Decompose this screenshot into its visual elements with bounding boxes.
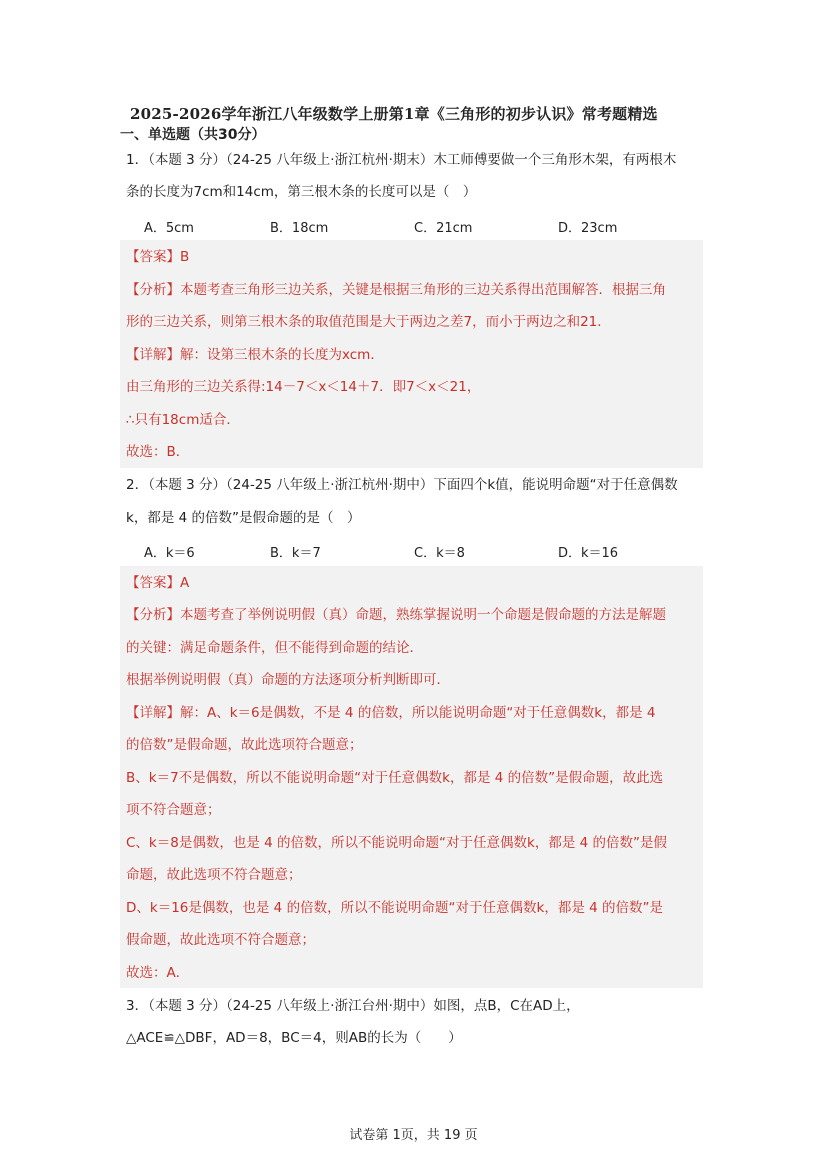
q1-detail-line3: ∴只有18cm适合． xyxy=(126,412,240,428)
q1-answer: 【答案】B xyxy=(126,249,190,265)
q1-option-b: B．18cm xyxy=(270,221,329,236)
q3-stem-line1: 3．（本题 3 分）（24-25 八年级上·浙江台州·期中）如图，点B，C在AD上， xyxy=(126,998,580,1014)
q1-stem-line1: 1．（本题 3 分）（24-25 八年级上·浙江杭州·期末）木工师傅要做一个三角形木架，有两根木 xyxy=(126,152,677,168)
q1-analysis-line1: 【分析】本题考查三角形三边关系，关键是根据三角形的三边关系得出范围解答．根据三角 xyxy=(126,282,666,298)
q2-choice: 故选：A． xyxy=(126,965,190,981)
section-heading: 一、单选题（共30分） xyxy=(120,127,266,143)
q1-option-c: C．21cm xyxy=(414,221,473,236)
q1-option-d: D．23cm xyxy=(558,221,618,236)
page-title: 2025-2026学年浙江八年级数学上册第1章《三角形的初步认识》常考题精选 xyxy=(130,105,658,123)
q2-detail-line7: D、k＝16是偶数，也是 4 的倍数，所以不能说明命题“对于任意偶数k，都是 4 的倍数”是 xyxy=(126,900,664,916)
q2-detail-line1: 【详解】解：A、k＝6是偶数，不是 4 的倍数，所以能说明命题“对于任意偶数k，都是 4 xyxy=(126,705,656,721)
q1-option-a: A．5cm xyxy=(144,221,194,236)
q1-stem-line2: 条的长度为7cm和14cm，第三根木条的长度可以是（ ） xyxy=(126,184,477,200)
q2-stem-line2: k，都是 4 的倍数”是假命题的是（ ） xyxy=(126,510,361,526)
q2-analysis-line1: 【分析】本题考查了举例说明假（真）命题，熟练掌握说明一个命题是假命题的方法是解题 xyxy=(126,607,666,623)
page-footer: 试卷第 1页，共 19 页 xyxy=(349,1128,478,1143)
q2-answer: 【答案】A xyxy=(126,575,190,591)
q2-detail-line8: 假命题，故此选项不符合题意； xyxy=(126,932,315,948)
q2-detail-line2: 的倍数”是假命题，故此选项符合题意； xyxy=(126,737,363,753)
q1-choice: 故选：B． xyxy=(126,444,190,460)
q1-detail-line1: 【详解】解：设第三根木条的长度为xcm． xyxy=(126,347,384,363)
q2-option-b: B．k＝7 xyxy=(270,546,321,561)
q2-option-a: A．k＝6 xyxy=(144,546,195,561)
q2-detail-line6: 命题，故此选项不符合题意； xyxy=(126,867,302,883)
q1-analysis-line2: 形的三边关系，则第三根木条的取值范围是大于两边之差7，而小于两边之和21． xyxy=(126,314,611,330)
q2-option-c: C．k＝8 xyxy=(414,546,465,561)
q1-detail-line2: 由三角形的三边关系得:14－7＜x＜14＋7．即7＜x＜21， xyxy=(126,379,481,395)
q2-analysis-line3: 根据举例说明假（真）命题的方法逐项分析判断即可． xyxy=(126,672,450,688)
q2-detail-line4: 项不符合题意； xyxy=(126,802,221,818)
q2-analysis-line2: 的关键：满足命题条件，但不能得到命题的结论． xyxy=(126,640,423,656)
q2-stem-line1: 2．（本题 3 分）（24-25 八年级上·浙江杭州·期中）下面四个k值，能说明命题“对于任意偶数 xyxy=(126,477,678,493)
q3-stem-line2: △ACE≌△DBF，AD＝8，BC＝4，则AB的长为（ ） xyxy=(126,1030,462,1046)
q2-detail-line5: C、k＝8是偶数，也是 4 的倍数，所以不能说明命题“对于任意偶数k，都是 4 的倍数”是假 xyxy=(126,835,667,851)
q2-option-d: D．k＝16 xyxy=(558,546,619,561)
q2-detail-line3: B、k＝7不是偶数，所以不能说明命题“对于任意偶数k，都是 4 的倍数”是假命题，故此选 xyxy=(126,770,664,786)
